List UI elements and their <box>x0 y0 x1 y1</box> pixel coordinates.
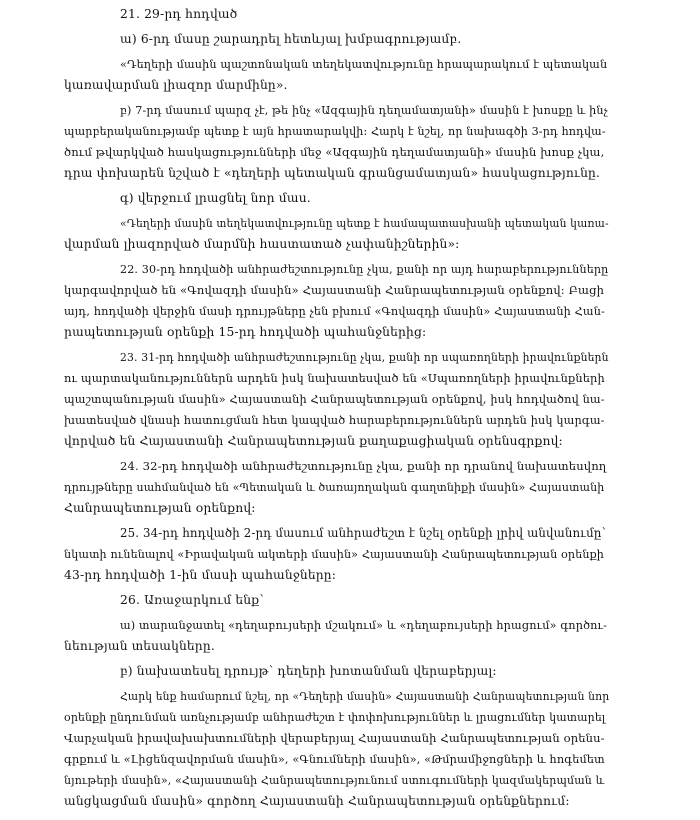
text-line: պաշտպանության մասին» Հայաստանի Հանրապետության օրենքով, իսկ հոդվածով նա- <box>64 393 605 406</box>
text-line: դրույթները սահմանված են «Պետական և ծառայողական գաղտնիքի մասին» Հայաստանի <box>64 481 605 494</box>
text-line: Վարչական իրավախախտումների վերաբերյալ Հայաստանի Հանրապետության օրենս- <box>64 731 605 745</box>
text-line: 43-րդ հոդվածի 1-ին մասի պահանջները: <box>64 568 337 582</box>
text-line: րապետության օրենքի 15-րդ հոդվածի պահանջներից: <box>64 325 427 339</box>
text-line: ա) 6-րդ մասը շարադրել հետևյալ խմբագրությամբ. <box>120 32 462 46</box>
para-23 <box>64 347 632 456</box>
text-line: 22. 30-րդ հոդվածի անհրաժեշտությունը չկա, քանի որ այդ հարաբերությունները <box>120 263 609 276</box>
text-line: ու պարտականություններն արդեն իսկ նախատեսված են «Սպառողների իրավունքների <box>64 371 605 385</box>
text-line: 21. 29-րդ հոդված <box>120 7 238 21</box>
para-26-a <box>64 615 632 661</box>
text-line: նկատի ունենալով «Իրավական ակտերի մասին» Հայաստանի Հանրապետության օրենքի <box>64 548 605 561</box>
text-line: Հանրապետության օրենքով: <box>64 501 256 515</box>
para-25 <box>64 523 632 590</box>
para-21-heading <box>92 4 632 29</box>
para-26-heading <box>92 590 632 615</box>
text-line: բ) նախատեսել դրույթ՝ դեղերի խոտանման վերաբերյալ: <box>120 664 497 678</box>
para-21-a <box>92 29 632 54</box>
text-line: ա) տարանջատել «դեղաբույսերի մշակում» և «դեղաբույսերի հրացում» գործու- <box>120 619 608 632</box>
text-line: այդ, հոդվածի վերջին մասի դրույթները չեն բխում «Գովազդի մասին» Հայաստանի Հան- <box>64 305 605 318</box>
text-line: «Դեղերի մասին տեղեկատվությունը պետք է համապատասխանի պետական կառա- <box>120 217 609 230</box>
text-line: նյութերի մասին», «Հայաստանի Հանրապետությունում ստուգումների կազմակերպման և <box>64 774 605 787</box>
text-line: վորված են Հայաստանի Հանրապետության քաղաքացիական օրենսգրքով: <box>64 434 563 448</box>
text-line: Հարկ ենք համարում նշել, որ «Դեղերի մասին» Հայաստանի Հանրապետության նոր <box>120 690 610 703</box>
text-line: կարգավորված են «Գովազդի մասին» Հայաստանի Հանրապետության օրենքով: Բացի <box>64 283 605 297</box>
text-line: «Դեղերի մասին պաշտոնական տեղեկատվությունը հրապարակում է պետական <box>120 58 608 71</box>
text-line: օրենքի ընդունման առնչությամբ անհրաժեշտ է փոփոխություններ և լրացումներ կատարել <box>64 711 606 724</box>
text-line: դրա փոխարեն նշված է «դեղերի պետական գրանցամատյան» հասկացությունը. <box>64 166 601 180</box>
para-21-a-quote <box>64 54 632 100</box>
text-line: պարբերականությամբ պետք է այն հրատարակվի: Հարկ է նշել, որ նախագծի 3-րդ հոդվա- <box>64 125 606 138</box>
text-line: 26. Առաջարկում ենք՝ <box>120 593 264 607</box>
para-21-g <box>92 188 632 213</box>
para-24 <box>64 456 632 523</box>
text-line: ծում թվարկված հասկացությունների մեջ «Ազգային դեղամատյանի» մասին խոսք չկա, <box>64 145 605 159</box>
para-26-closing <box>64 686 632 816</box>
para-21-b <box>64 100 632 188</box>
text-line: 24. 32-րդ հոդվածի անհրաժեշտությունը չկա, քանի որ դրանով նախատեսվող <box>120 459 607 473</box>
text-line: 23. 31-րդ հոդվածի անհրաժեշտությունը չկա, քանի որ սպառողների իրավունքներն <box>120 351 609 364</box>
text-line: 25. 34-րդ հոդվածի 2-րդ մասում անհրաժեշտ է նշել օրենքի լրիվ անվանումը՝ <box>120 526 606 540</box>
text-line: անցկացման մասին» գործող Հայաստանի Հանրապետության օրենքներում: <box>64 794 570 808</box>
para-21-g-quote <box>64 213 632 259</box>
text-line: գ) վերջում լրացնել նոր մաս. <box>120 191 311 205</box>
text-line: կառավարման լիազոր մարմինը». <box>64 78 288 92</box>
text-line: նեության տեսակները. <box>64 639 215 653</box>
text-line: բ) 7-րդ մասում պարզ չէ, թե ինչ «Ազգային դեղամատյանի» մասին է խոսքը և ինչ <box>120 104 608 117</box>
text-line: վարման լիազորված մարմնի հաստատած չափանիշներին»: <box>64 237 460 251</box>
para-22 <box>64 259 632 347</box>
text-line: գրքում և «Լիցենզավորման մասին», «Գնումների մասին», «Թմրամիջոցների և հոգեմետ <box>64 753 605 766</box>
document-page <box>64 4 632 816</box>
para-26-b <box>92 661 632 686</box>
text-line: խատեսված վնասի հատուցման հետ կապված հարաբերություններն արդեն իսկ կարգա- <box>64 414 605 427</box>
